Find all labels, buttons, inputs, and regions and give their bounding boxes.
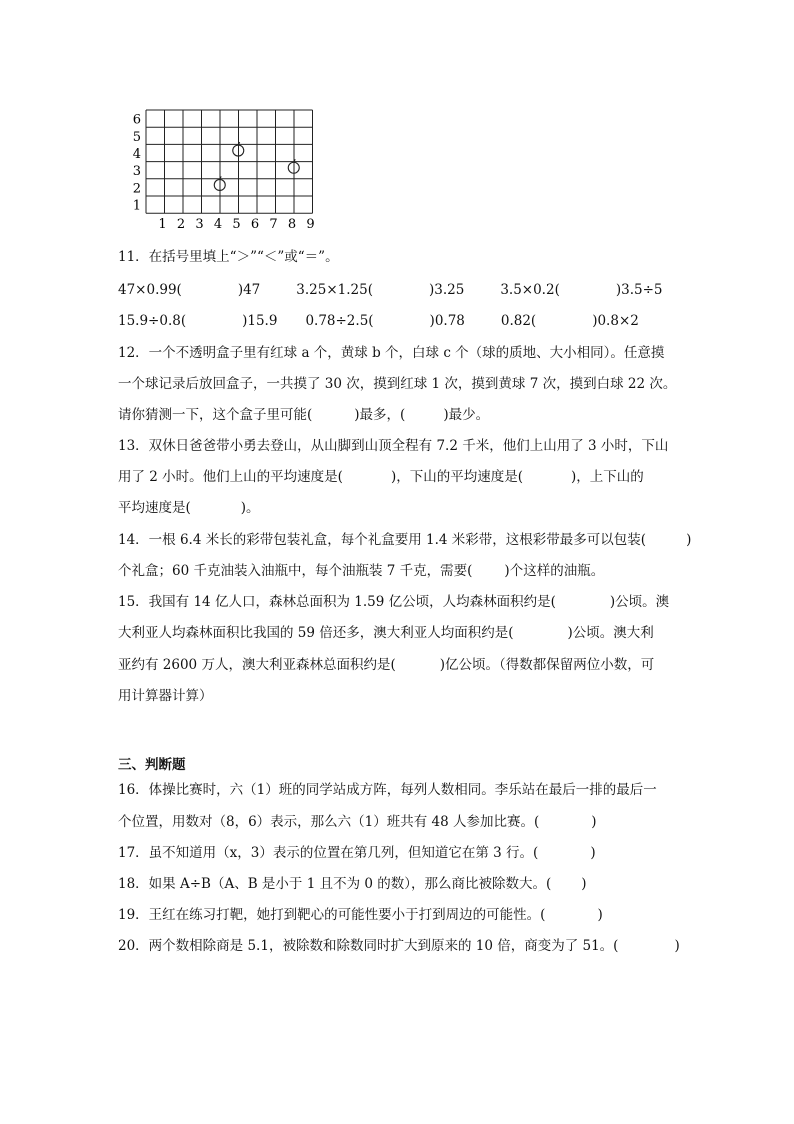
q11-r1-b1: 3.25×1.25( bbox=[296, 282, 373, 298]
q14-line1 bbox=[118, 530, 691, 550]
q20-line bbox=[118, 936, 680, 956]
q16-line2 bbox=[118, 812, 597, 832]
grid-x-label: 4 bbox=[213, 217, 223, 233]
q15-l2-b: )公顷。澳大利 bbox=[567, 625, 654, 641]
q15-l3-b: )亿公顷。（得数都保留两位小数，可 bbox=[439, 657, 655, 673]
q13-l3-a: 平均速度是( bbox=[118, 500, 191, 516]
q16-l2-b: ) bbox=[591, 814, 597, 830]
grid-x-label: 9 bbox=[306, 217, 315, 233]
q14-l2-b: )个这样的油瓶。 bbox=[504, 563, 605, 579]
grid-y-label: 4 bbox=[132, 147, 141, 162]
q11-r2-c2: )0.8×2 bbox=[592, 313, 639, 329]
q13-line1: 13．双休日爸爸带小勇去登山，从山脚到山顶全程有 7.2 千米，他们上山用了 3 小时，下山 bbox=[118, 438, 669, 454]
coordinate-grid bbox=[128, 108, 313, 232]
q16-line1: 16．体操比赛时，六（1）班的同学站成方阵，每列人数相同。李乐站在最后一排的最后一 bbox=[118, 782, 657, 798]
q19-close: ) bbox=[597, 907, 603, 923]
q11-row1 bbox=[118, 280, 662, 300]
q13-l2-c: )，上下山的 bbox=[571, 469, 644, 485]
q12-l3-c: )最少。 bbox=[443, 407, 490, 423]
q17-text: 17．虽不知道用（x，3）表示的位置在第几列，但知道它在第 3 行。( bbox=[118, 845, 539, 861]
q15-l3-a: 亚约有 2600 万人，澳大利亚森林总面积约是( bbox=[118, 657, 396, 673]
q11-r2-a1: 15.9÷0.8( bbox=[118, 313, 187, 329]
q14-line2 bbox=[118, 561, 604, 581]
q15-line1 bbox=[118, 592, 669, 612]
q17-close: ) bbox=[590, 845, 596, 861]
q11-r1-a1: 47×0.99( bbox=[118, 282, 182, 298]
q12-line1: 12．一个不透明盒子里有红球 a 个，黄球 b 个，白球 c 个（球的质地、大小相同）。任意摸 bbox=[118, 345, 665, 361]
q15-l1-a: 15．我国有 14 亿人口，森林总面积为 1.59 亿公顷，人均森林面积约是( bbox=[118, 594, 556, 610]
q11-r1-c1: 3.5×0.2( bbox=[500, 282, 560, 298]
q14-l2-a: 个礼盒；60 千克油装入油瓶中，每个油瓶装 7 千克，需要( bbox=[118, 563, 473, 579]
q11-r1-a2: )47 bbox=[237, 282, 261, 298]
section-title: 三、判断题 bbox=[118, 757, 186, 773]
grid-x-label: 6 bbox=[250, 217, 260, 233]
q15-l2-a: 大利亚人均森林面积比我国的 59 倍还多，澳大利亚人均面积约是( bbox=[118, 625, 514, 641]
grid-x-label: 2 bbox=[176, 217, 186, 233]
grid-y-label: 2 bbox=[132, 181, 141, 197]
q12-line2: 一个球记录后放回盒子，一共摸了 30 次，摸到红球 1 次，摸到黄球 7 次，摸到白球 22 次。 bbox=[118, 376, 677, 392]
grid-y-label: 1 bbox=[132, 198, 141, 214]
q11-r2-b2: )0.78 bbox=[429, 313, 465, 329]
q15-l1-b: )公顷。澳 bbox=[609, 594, 670, 610]
grid-x-label: 5 bbox=[232, 217, 241, 233]
q17-line bbox=[118, 843, 596, 863]
q14-l1-a: 14．一根 6.4 米长的彩带包装礼盒，每个礼盒要用 1.4 米彩带，这根彩带最多可以包装( bbox=[118, 532, 647, 548]
q14-l1-b: ) bbox=[686, 532, 692, 548]
q11-r1-c2: )3.5÷5 bbox=[615, 282, 663, 298]
q16-l2-a: 个位置，用数对（8，6）表示，那么六（1）班共有 48 人参加比赛。( bbox=[118, 814, 540, 830]
q19-line bbox=[118, 905, 603, 925]
grid-y-label: 5 bbox=[132, 129, 141, 145]
q11-row2 bbox=[118, 311, 639, 331]
grid-y-label: 3 bbox=[132, 164, 141, 180]
q15-line3 bbox=[118, 655, 654, 675]
grid-x-label: 1 bbox=[158, 217, 167, 233]
q11-stem: 11．在括号里填上“＞”“＜”或“＝”。 bbox=[118, 249, 339, 265]
q18-close: ) bbox=[581, 876, 587, 892]
q11-r2-b1: 0.78÷2.5( bbox=[305, 313, 374, 329]
q13-l2-a: 用了 2 小时。他们上山的平均速度是( bbox=[118, 469, 343, 485]
q12-line3 bbox=[118, 405, 489, 425]
grid-x-label: 3 bbox=[195, 217, 204, 233]
q13-l2-b: )，下山的平均速度是( bbox=[390, 469, 523, 485]
q11-r2-c1: 0.82( bbox=[500, 313, 537, 329]
grid-x-label: 7 bbox=[269, 217, 278, 233]
q18-text: 18．如果 A÷B（A、B 是小于 1 且不为 0 的数），那么商比被除数大。( bbox=[118, 876, 552, 892]
q19-text: 19．王红在练习打靶，她打到靶心的可能性要小于打到周边的可能性。( bbox=[118, 907, 546, 923]
q13-l3-b: )。 bbox=[240, 500, 260, 516]
grid-y-label: 6 bbox=[132, 112, 141, 128]
grid-x-label: 8 bbox=[287, 217, 297, 233]
q12-l3-a: 请你猜测一下，这个盒子里可能( bbox=[118, 407, 313, 423]
coordinate-grid-figure bbox=[128, 108, 313, 232]
q13-line2 bbox=[118, 467, 644, 487]
q15-line2 bbox=[118, 623, 654, 643]
q20-text: 20．两个数相除商是 5.1，被除数和除数同时扩大到原来的 10 倍，商变为了 51。( bbox=[118, 938, 619, 954]
q18-line bbox=[118, 874, 587, 894]
q11-r2-a2: )15.9 bbox=[242, 313, 278, 329]
q13-line3 bbox=[118, 498, 260, 518]
q20-close: ) bbox=[674, 938, 680, 954]
q11-r1-b2: )3.25 bbox=[428, 282, 465, 298]
q15-line4: 用计算器计算） bbox=[118, 688, 213, 704]
q12-l3-b: )最多，( bbox=[354, 407, 406, 423]
